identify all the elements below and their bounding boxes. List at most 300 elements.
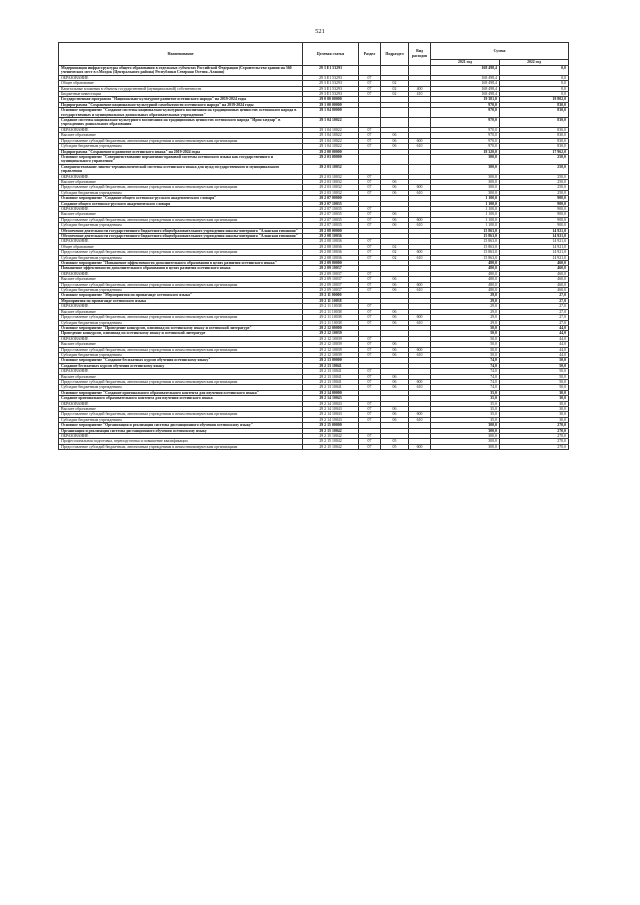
row-code-cell: 29 2 11 10038 <box>303 320 359 325</box>
row-code-cell: 29 2 15 00000 <box>303 423 359 428</box>
row-name-cell: Подпрограмма "Сохранение национально-культурной самобытности осетинского народа" на 2019-2024 годы <box>59 102 303 107</box>
row-sum-2022-cell: 27,0 <box>500 315 569 320</box>
row-expense-type-cell <box>409 164 431 174</box>
row-name-cell: Основное мероприятие "Проведение конкурсов, олимпиад по осетинскому языку и осетинской литературе" <box>59 325 303 330</box>
row-subsection-cell: 02 <box>381 92 409 97</box>
row-sum-2021-cell: 35,0 <box>431 407 500 412</box>
row-sum-2021-cell: 480,0 <box>431 282 500 287</box>
row-sum-2022-cell: 27,0 <box>500 320 569 325</box>
row-name-cell: Субсидии бюджетным учреждениям <box>59 144 303 149</box>
row-sum-2022-cell: 27,0 <box>500 304 569 309</box>
row-subsection-cell: 02 <box>381 255 409 260</box>
row-sum-2022-cell: 0,0 <box>500 86 569 91</box>
row-code-cell: 29 2 14 10043 <box>303 412 359 417</box>
row-code-cell: 29 2 09 00000 <box>303 261 359 266</box>
row-sum-2022-cell: 270,0 <box>500 434 569 439</box>
header-year-2021: 2021 год <box>431 60 500 66</box>
row-sum-2022-cell: 17 962,0 <box>500 149 569 154</box>
row-section-cell: 07 <box>359 92 381 97</box>
row-expense-type-cell <box>409 154 431 164</box>
row-expense-type-cell: 610 <box>409 190 431 195</box>
row-subsection-cell: 02 <box>381 86 409 91</box>
row-sum-2021-cell: 168 498,4 <box>431 81 500 86</box>
row-sum-2021-cell: 35,0 <box>431 396 500 401</box>
row-expense-type-cell: 610 <box>409 417 431 422</box>
row-sum-2022-cell: 14 921,0 <box>500 239 569 244</box>
row-expense-type-cell: 610 <box>409 385 431 390</box>
row-name-cell: ОБРАЗОВАНИЕ <box>59 434 303 439</box>
row-expense-type-cell: 600 <box>409 138 431 143</box>
row-sum-2021-cell: 300,0 <box>431 423 500 428</box>
row-code-cell: 29 2 09 10037 <box>303 266 359 271</box>
row-code-cell: 29 2 12 00000 <box>303 325 359 330</box>
row-subsection-cell: 05 <box>381 439 409 444</box>
row-sum-2021-cell: 50,0 <box>431 336 500 341</box>
row-sum-2021-cell: 1 100,0 <box>431 201 500 206</box>
row-name-cell: Подпрограмма "Сохранение и развитие осетинского языка" на 2019-2024 годы <box>59 149 303 154</box>
row-name-cell: Основное мероприятие "Создание системы национально-культурного воспитания на традиционных ценностях осетинского народа в государственных и муниципальных дошкольных образовательных учреждениях" <box>59 108 303 118</box>
row-subsection-cell: 06 <box>381 309 409 314</box>
row-sum-2021-cell: 1 100,0 <box>431 206 500 211</box>
row-subsection-cell: 02 <box>381 250 409 255</box>
row-sum-2022-cell: 19 802,0 <box>500 97 569 102</box>
row-expense-type-cell <box>409 108 431 118</box>
row-code-cell: 29 3 E1 53293 <box>303 92 359 97</box>
row-subsection-cell: 06 <box>381 144 409 149</box>
row-expense-type-cell: 610 <box>409 255 431 260</box>
row-name-cell: Субсидии бюджетным учреждениям <box>59 255 303 260</box>
row-code-cell: 29 2 08 10036 <box>303 250 359 255</box>
row-name-cell: ОБРАЗОВАНИЕ <box>59 304 303 309</box>
row-subsection-cell: 06 <box>381 185 409 190</box>
row-code-cell: 29 2 08 10036 <box>303 234 359 239</box>
row-sum-2022-cell: 900,0 <box>500 223 569 228</box>
row-name-cell: Бюджетные инвестиции <box>59 92 303 97</box>
row-sum-2022-cell: 30,0 <box>500 417 569 422</box>
row-section-cell: 07 <box>359 434 381 439</box>
row-code-cell: 29 2 03 10032 <box>303 164 359 174</box>
row-sum-2021-cell: 19 381,0 <box>431 97 500 102</box>
row-code-cell: 29 2 03 10032 <box>303 179 359 184</box>
row-section-cell: 07 <box>359 444 381 449</box>
row-code-cell: 29 2 11 00000 <box>303 293 359 298</box>
row-expense-type-cell: 610 <box>409 223 431 228</box>
row-sum-2022-cell: 44,0 <box>500 336 569 341</box>
row-section-cell: 07 <box>359 347 381 352</box>
row-section-cell: 07 <box>359 288 381 293</box>
row-section-cell: 07 <box>359 320 381 325</box>
row-code-cell: 29 1 04 10022 <box>303 138 359 143</box>
row-sum-2022-cell: 30,0 <box>500 396 569 401</box>
budget-table-container <box>58 42 568 450</box>
row-code-cell: 29 3 E1 53293 <box>303 75 359 80</box>
row-subsection-cell: 06 <box>381 407 409 412</box>
table-row <box>59 66 569 76</box>
row-section-cell: 07 <box>359 144 381 149</box>
row-sum-2021-cell: 35,0 <box>431 417 500 422</box>
row-name-cell: Субсидии бюджетным учреждениям <box>59 320 303 325</box>
row-sum-2021-cell: 74,0 <box>431 374 500 379</box>
row-section-cell: 07 <box>359 255 381 260</box>
row-name-cell: Общее образование <box>59 244 303 249</box>
row-sum-2021-cell: 300,0 <box>431 164 500 174</box>
row-sum-2021-cell: 1 100,0 <box>431 223 500 228</box>
row-sum-2021-cell: 168 498,4 <box>431 86 500 91</box>
row-sum-2021-cell: 970,0 <box>431 102 500 107</box>
row-subsection-cell: 06 <box>381 342 409 347</box>
row-sum-2021-cell: 74,0 <box>431 358 500 363</box>
row-sum-2022-cell: 250,0 <box>500 164 569 174</box>
row-subsection-cell: 06 <box>381 288 409 293</box>
row-name-cell: Предоставление субсидий бюджетным, автономным учреждениям и иным некоммерческим организациям <box>59 282 303 287</box>
row-section-cell: 07 <box>359 342 381 347</box>
row-sum-2022-cell: 460,0 <box>500 266 569 271</box>
row-code-cell: 29 3 E1 53293 <box>303 81 359 86</box>
row-sum-2022-cell: 44,0 <box>500 331 569 336</box>
row-section-cell: 07 <box>359 315 381 320</box>
table-row <box>59 154 569 164</box>
row-name-cell: Субсидии бюджетным учреждениям <box>59 417 303 422</box>
row-sum-2021-cell: 74,0 <box>431 379 500 384</box>
row-section-cell: 07 <box>359 75 381 80</box>
row-section-cell: 07 <box>359 385 381 390</box>
row-name-cell: Основное мероприятие "Организация и реализация системы дистанционного обучения осетинскому языку" <box>59 423 303 428</box>
row-subsection-cell: 06 <box>381 374 409 379</box>
row-section-cell: 07 <box>359 81 381 86</box>
header-section: Раздел <box>359 43 381 66</box>
row-code-cell: 29 1 04 10022 <box>303 133 359 138</box>
row-code-cell: 29 2 03 00000 <box>303 154 359 164</box>
row-code-cell: 29 2 14 00000 <box>303 390 359 395</box>
row-name-cell: Профессиональная подготовка, переподготовка и повышение квалификации <box>59 439 303 444</box>
row-subsection-cell <box>381 118 409 128</box>
row-sum-2022-cell: 30,0 <box>500 407 569 412</box>
row-section-cell: 07 <box>359 185 381 190</box>
row-name-cell: Создание бесплатных курсов обучения осетинскому языку <box>59 363 303 368</box>
row-section-cell: 07 <box>359 206 381 211</box>
row-sum-2021-cell: 168 498,4 <box>431 92 500 97</box>
row-code-cell: 29 1 04 10022 <box>303 118 359 128</box>
row-sum-2021-cell: 480,0 <box>431 266 500 271</box>
row-sum-2021-cell: 50,0 <box>431 331 500 336</box>
row-code-cell: 29 2 15 10042 <box>303 428 359 433</box>
row-sum-2022-cell: 830,0 <box>500 144 569 149</box>
row-code-cell: 29 3 E1 53293 <box>303 66 359 76</box>
row-sum-2021-cell: 35,0 <box>431 390 500 395</box>
row-name-cell: Предоставление субсидий бюджетным, автономным учреждениям и иным некоммерческим организациям <box>59 379 303 384</box>
row-section-cell: 07 <box>359 407 381 412</box>
row-sum-2021-cell: 29,0 <box>431 320 500 325</box>
row-code-cell: 29 2 13 10041 <box>303 385 359 390</box>
row-expense-type-cell: 610 <box>409 144 431 149</box>
row-name-cell: Высшее образование <box>59 342 303 347</box>
row-sum-2021-cell: 50,0 <box>431 347 500 352</box>
row-code-cell: 29 2 07 10035 <box>303 217 359 222</box>
row-name-cell: Высшее образование <box>59 179 303 184</box>
row-sum-2021-cell: 300,0 <box>431 190 500 195</box>
row-section-cell: 07 <box>359 179 381 184</box>
row-expense-type-cell: 600 <box>409 379 431 384</box>
row-sum-2022-cell: 27,0 <box>500 309 569 314</box>
row-sum-2022-cell: 830,0 <box>500 127 569 132</box>
row-code-cell: 29 2 09 10037 <box>303 282 359 287</box>
row-section-cell: 07 <box>359 133 381 138</box>
row-expense-type-cell: 600 <box>409 412 431 417</box>
row-sum-2022-cell: 44,0 <box>500 352 569 357</box>
table-row <box>59 108 569 118</box>
row-subsection-cell: 02 <box>381 244 409 249</box>
row-expense-type-cell: 600 <box>409 347 431 352</box>
row-subsection-cell: 06 <box>381 320 409 325</box>
row-sum-2022-cell: 900,0 <box>500 201 569 206</box>
row-name-cell: ОБРАЗОВАНИЕ <box>59 369 303 374</box>
row-section-cell: 07 <box>359 282 381 287</box>
row-sum-2021-cell: 300,0 <box>431 434 500 439</box>
row-sum-2022-cell: 44,0 <box>500 347 569 352</box>
row-name-cell: Организация и реализация системы дистанционного обучения осетинскому языку <box>59 428 303 433</box>
row-code-cell: 29 3 E1 53293 <box>303 86 359 91</box>
row-code-cell: 29 2 07 10035 <box>303 201 359 206</box>
row-code-cell: 29 2 07 10035 <box>303 206 359 211</box>
row-code-cell: 29 2 15 10042 <box>303 439 359 444</box>
row-name-cell: Предоставление субсидий бюджетным, автономным учреждениям и иным некоммерческим организациям <box>59 250 303 255</box>
row-sum-2021-cell: 300,0 <box>431 428 500 433</box>
row-sum-2022-cell: 27,0 <box>500 293 569 298</box>
row-sum-2021-cell: 29,0 <box>431 309 500 314</box>
header-year-2022: 2022 год <box>500 60 569 66</box>
row-code-cell: 29 2 14 10043 <box>303 407 359 412</box>
row-sum-2022-cell: 250,0 <box>500 179 569 184</box>
row-section-cell: 07 <box>359 417 381 422</box>
row-sum-2021-cell: 970,0 <box>431 138 500 143</box>
row-name-cell: Капитальные вложения в объекты государственной (муниципальной) собственности <box>59 86 303 91</box>
row-code-cell: 29 1 04 00000 <box>303 108 359 118</box>
row-subsection-cell: 06 <box>381 277 409 282</box>
row-name-cell: Государственная программа "Национально-культурное развитие осетинского народа" на 2019-2024 годы <box>59 97 303 102</box>
row-section-cell: 07 <box>359 212 381 217</box>
row-sum-2022-cell: 27,0 <box>500 298 569 303</box>
row-section-cell: 07 <box>359 217 381 222</box>
row-sum-2021-cell: 50,0 <box>431 325 500 330</box>
row-code-cell: 29 2 07 10035 <box>303 223 359 228</box>
row-name-cell: Предоставление субсидий бюджетным, автономным учреждениям и иным некоммерческим организациям <box>59 217 303 222</box>
row-sum-2022-cell: 250,0 <box>500 154 569 164</box>
row-name-cell: Высшее образование <box>59 309 303 314</box>
row-expense-type-cell: 410 <box>409 92 431 97</box>
row-sum-2021-cell: 300,0 <box>431 174 500 179</box>
header-subsection: Подраздел <box>381 43 409 66</box>
row-sum-2021-cell: 50,0 <box>431 352 500 357</box>
row-code-cell: 29 1 00 00000 <box>303 102 359 107</box>
row-section-cell: 07 <box>359 138 381 143</box>
row-sum-2021-cell: 15 863,0 <box>431 234 500 239</box>
row-section-cell: 07 <box>359 352 381 357</box>
row-code-cell: 29 2 13 10041 <box>303 363 359 368</box>
row-sum-2022-cell: 0,0 <box>500 92 569 97</box>
row-sum-2022-cell: 50,0 <box>500 363 569 368</box>
row-name-cell: ОБРАЗОВАНИЕ <box>59 239 303 244</box>
row-code-cell: 29 2 03 10032 <box>303 190 359 195</box>
row-section-cell <box>359 108 381 118</box>
row-name-cell: Основное мероприятие "Повышение эффективности дополнительного образования в целях развития осетинского языка" <box>59 261 303 266</box>
row-code-cell: 29 2 11 10038 <box>303 304 359 309</box>
row-name-cell: Субсидии бюджетным учреждениям <box>59 385 303 390</box>
row-subsection-cell: 02 <box>381 81 409 86</box>
row-sum-2021-cell: 29,0 <box>431 298 500 303</box>
row-sum-2022-cell: 250,0 <box>500 185 569 190</box>
row-sum-2021-cell: 15 863,0 <box>431 250 500 255</box>
row-code-cell: 29 2 12 10039 <box>303 347 359 352</box>
row-sum-2022-cell: 460,0 <box>500 261 569 266</box>
row-name-cell: ОБРАЗОВАНИЕ <box>59 336 303 341</box>
row-sum-2021-cell: 168 498,4 <box>431 66 500 76</box>
table-header <box>59 43 569 66</box>
row-sum-2022-cell: 50,0 <box>500 374 569 379</box>
row-sum-2022-cell: 14 921,0 <box>500 234 569 239</box>
row-name-cell: Совершенствование лингво-терминологической системы осетинского языка для нужд государственного и муниципального управления <box>59 164 303 174</box>
row-sum-2022-cell: 900,0 <box>500 206 569 211</box>
row-sum-2022-cell: 900,0 <box>500 196 569 201</box>
row-sum-2022-cell: 0,0 <box>500 66 569 76</box>
row-code-cell: 29 2 13 10041 <box>303 374 359 379</box>
row-section-cell: 07 <box>359 127 381 132</box>
row-name-cell: ОБРАЗОВАНИЕ <box>59 75 303 80</box>
row-name-cell: ОБРАЗОВАНИЕ <box>59 206 303 211</box>
row-name-cell: Основное мероприятие "Совершенствование нормативно-правовой системы осетинского языка как государственного и муниципального управления" <box>59 154 303 164</box>
row-section-cell <box>359 154 381 164</box>
row-sum-2022-cell: 900,0 <box>500 212 569 217</box>
row-code-cell: 29 2 12 10039 <box>303 352 359 357</box>
row-sum-2021-cell: 970,0 <box>431 127 500 132</box>
row-section-cell: 07 <box>359 374 381 379</box>
row-code-cell: 29 2 08 00000 <box>303 228 359 233</box>
row-code-cell: 29 2 11 10038 <box>303 315 359 320</box>
row-subsection-cell <box>381 154 409 164</box>
row-name-cell: Основное мероприятие "Создание общего осетинско-русского академического словаря" <box>59 196 303 201</box>
row-name-cell: ОБРАЗОВАНИЕ <box>59 174 303 179</box>
row-subsection-cell: 06 <box>381 133 409 138</box>
row-code-cell: 29 2 08 10036 <box>303 244 359 249</box>
row-name-cell: Мероприятия по пропаганде осетинского языка <box>59 298 303 303</box>
row-code-cell: 29 2 14 10043 <box>303 417 359 422</box>
row-section-cell: 07 <box>359 369 381 374</box>
row-sum-2021-cell: 18 320,0 <box>431 149 500 154</box>
row-expense-type-cell: 600 <box>409 250 431 255</box>
row-sum-2022-cell: 44,0 <box>500 342 569 347</box>
row-subsection-cell: 06 <box>381 379 409 384</box>
row-code-cell: 29 2 14 10043 <box>303 401 359 406</box>
row-name-cell: Субсидии бюджетным учреждениям <box>59 190 303 195</box>
row-section-cell: 07 <box>359 379 381 384</box>
row-sum-2022-cell: 50,0 <box>500 385 569 390</box>
row-sum-2021-cell: 970,0 <box>431 118 500 128</box>
row-code-cell: 29 2 13 10041 <box>303 379 359 384</box>
row-name-cell: Создание системы национально-культурного воспитания на традиционных ценностях осетинского народа "Ирон хæдзар" в учреждениях дошкольного образования <box>59 118 303 128</box>
row-subsection-cell: 06 <box>381 179 409 184</box>
row-sum-2022-cell: 14 921,0 <box>500 244 569 249</box>
row-code-cell: 29 2 03 10032 <box>303 174 359 179</box>
row-name-cell: Основное мероприятие "Создание бесплатных курсов обучения осетинскому языку" <box>59 358 303 363</box>
row-section-cell: 07 <box>359 86 381 91</box>
row-subsection-cell <box>381 66 409 76</box>
row-sum-2021-cell: 300,0 <box>431 444 500 449</box>
row-sum-2022-cell: 900,0 <box>500 217 569 222</box>
row-sum-2021-cell: 480,0 <box>431 277 500 282</box>
row-sum-2021-cell: 970,0 <box>431 108 500 118</box>
row-code-cell: 29 2 11 10038 <box>303 309 359 314</box>
row-sum-2022-cell: 460,0 <box>500 277 569 282</box>
header-sum: Сумма <box>431 43 569 60</box>
row-expense-type-cell: 600 <box>409 282 431 287</box>
row-subsection-cell: 05 <box>381 444 409 449</box>
row-name-cell: Высшее образование <box>59 212 303 217</box>
row-name-cell: Высшее образование <box>59 277 303 282</box>
row-name-cell: Предоставление субсидий бюджетным, автономным учреждениям и иным некоммерческим организациям <box>59 347 303 352</box>
row-code-cell: 29 2 08 10036 <box>303 239 359 244</box>
row-sum-2021-cell: 1 100,0 <box>431 217 500 222</box>
row-expense-type-cell: 400 <box>409 86 431 91</box>
row-sum-2021-cell: 480,0 <box>431 261 500 266</box>
row-sum-2022-cell: 0,0 <box>500 81 569 86</box>
row-code-cell: 29 2 15 10042 <box>303 444 359 449</box>
row-sum-2021-cell: 1 100,0 <box>431 212 500 217</box>
row-name-cell: Предоставление субсидий бюджетным, автономным учреждениям и иным некоммерческим организациям <box>59 185 303 190</box>
row-sum-2022-cell: 250,0 <box>500 174 569 179</box>
row-subsection-cell: 06 <box>381 417 409 422</box>
row-name-cell: Высшее образование <box>59 133 303 138</box>
row-name-cell: Обеспечение деятельности государственного бюджетного общеобразовательного учреждения школы-интерната "Аланская гимназия" <box>59 228 303 233</box>
row-code-cell: 29 0 00 00000 <box>303 97 359 102</box>
row-name-cell: ОБРАЗОВАНИЕ <box>59 401 303 406</box>
row-name-cell: Основное мероприятие "Создание оригинального образовательного контента для изучения осетинского языка" <box>59 390 303 395</box>
row-section-cell: 07 <box>359 190 381 195</box>
row-section-cell: 07 <box>359 277 381 282</box>
row-code-cell: 29 2 09 10037 <box>303 271 359 276</box>
row-expense-type-cell: 600 <box>409 185 431 190</box>
row-name-cell: Высшее образование <box>59 407 303 412</box>
row-code-cell: 29 1 04 10022 <box>303 127 359 132</box>
row-sum-2022-cell: 270,0 <box>500 444 569 449</box>
row-name-cell: Предоставление субсидий бюджетным, автономным учреждениям и иным некоммерческим организациям <box>59 444 303 449</box>
row-sum-2022-cell: 460,0 <box>500 282 569 287</box>
row-sum-2022-cell: 0,0 <box>500 75 569 80</box>
row-expense-type-cell <box>409 118 431 128</box>
row-sum-2022-cell: 830,0 <box>500 108 569 118</box>
row-sum-2021-cell: 300,0 <box>431 439 500 444</box>
row-sum-2021-cell: 15 863,0 <box>431 228 500 233</box>
row-sum-2022-cell: 270,0 <box>500 428 569 433</box>
row-name-cell: Создание общего осетинско-русского академического словаря <box>59 201 303 206</box>
row-subsection-cell <box>381 108 409 118</box>
row-name-cell: Повышение эффективности дополнительного образования в целях развития осетинского языка <box>59 266 303 271</box>
row-sum-2021-cell: 300,0 <box>431 179 500 184</box>
row-section-cell: 07 <box>359 401 381 406</box>
row-subsection-cell: 06 <box>381 315 409 320</box>
row-expense-type-cell: 610 <box>409 288 431 293</box>
row-sum-2022-cell: 460,0 <box>500 288 569 293</box>
row-subsection-cell: 06 <box>381 212 409 217</box>
row-name-cell: Субсидии бюджетным учреждениям <box>59 352 303 357</box>
row-code-cell: 29 2 03 10032 <box>303 185 359 190</box>
row-name-cell: Общее образование <box>59 81 303 86</box>
row-subsection-cell: 06 <box>381 138 409 143</box>
row-expense-type-cell: 610 <box>409 320 431 325</box>
row-sum-2021-cell: 480,0 <box>431 288 500 293</box>
row-sum-2021-cell: 74,0 <box>431 385 500 390</box>
row-sum-2022-cell: 50,0 <box>500 358 569 363</box>
page-number: 521 <box>315 28 325 35</box>
row-name-cell: ОБРАЗОВАНИЕ <box>59 271 303 276</box>
